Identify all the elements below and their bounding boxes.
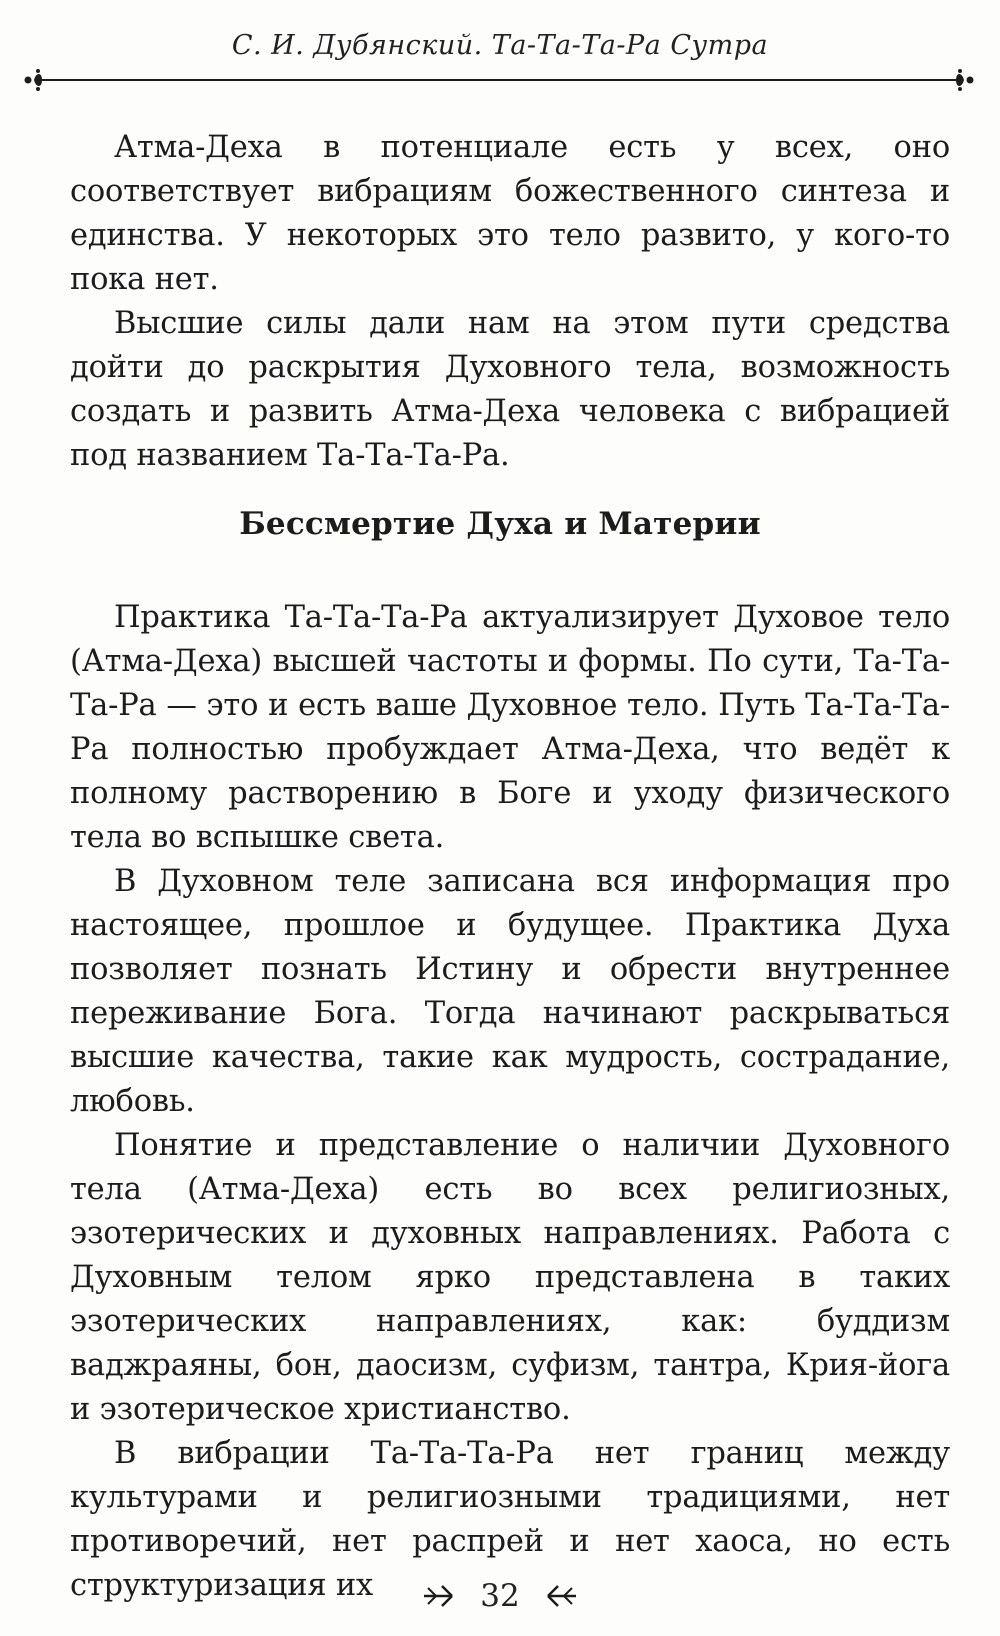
section-title: Бессмертие Духа и Материи: [239, 506, 761, 542]
paragraph: Практика Та-Та-Та-Ра актуализирует Духовое тело (Атма-Деха) высшей частоты и формы. По сути, Та-Та-Та-Ра — это и есть ваше Духовное тело. Путь Та-Та-Та-Ра полностью пробуждает Атма-Деха, что ведёт к полному растворению в Боге и уходу физического тела во вспышке света.: [70, 600, 950, 855]
running-head: С. И. Дубянский. Та-Та-Та-Ра Сутра: [231, 30, 769, 61]
paragraph: Атма-Деха в потенциале есть у всех, оно соответствует вибрациям божественного синтеза и единства. У некоторых это тело развито, у кого-то пока нет.: [70, 130, 950, 297]
page-footer: [0, 1572, 1000, 1620]
intro-text: [70, 126, 950, 478]
main-text: [70, 596, 950, 1608]
paragraph: Понятие и представление о наличии Духовного тела (Атма-Деха) есть во всех религиозных, эзотерических и духовных направлениях. Работа с Духовным телом ярко представлена в таких эзотерических направлениях, как: буддизм ваджраяны, бон, даосизм, суфизм, тантра, Крия-йога и эзотерическое христианство.: [70, 1128, 950, 1427]
folio-flourish-left-icon: [422, 1581, 462, 1611]
paragraph: В вибрации Та-Та-Та-Ра нет границ между культурами и религиозными традициями, нет противоречий, нет распрей и нет хаоса, но есть структуризация их: [70, 1436, 950, 1603]
folio-flourish-right-icon: [538, 1581, 578, 1611]
paragraph: В Духовном теле записана вся информация про настоящее, прошлое и будущее. Практика Духа позволяет познать Истину и обрести внутреннее переживание Бога. Тогда начинают раскрываться высшие качества, такие как мудрость, сострадание, любовь.: [70, 864, 950, 1119]
page-number: 32: [480, 1578, 520, 1614]
ornament-left-icon: [25, 69, 43, 91]
ornament-right-icon: [956, 69, 974, 91]
paragraph: Высшие силы дали нам на этом пути средства дойти до раскрытия Духовного тела, возможность создать и развить Атма-Деха человека с вибрацией под названием Та-Та-Та-Ра.: [70, 306, 950, 473]
header-rule: [20, 62, 978, 102]
